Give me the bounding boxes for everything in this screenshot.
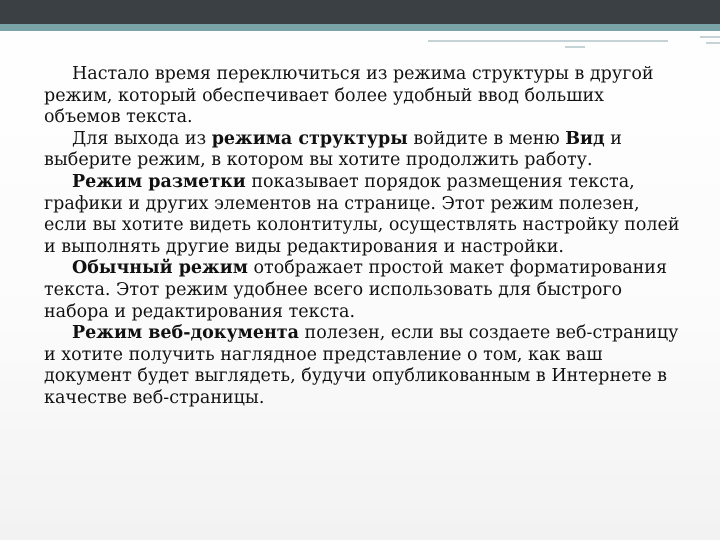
text-segment: Для выхода из: [72, 128, 212, 149]
slide-body-text: [44, 64, 686, 410]
decorative-line: [700, 36, 720, 38]
text-segment: и выберите режим, в котором вы хотите продолжить работу.: [44, 128, 622, 171]
paragraph-web-mode: [44, 323, 686, 409]
paragraph-intro: [44, 64, 686, 129]
term-view-menu: Вид: [565, 128, 605, 149]
decorative-line: [565, 46, 585, 48]
text-segment: Настало время переключиться из режима структуры в другой режим, который обеспечивает более удобный ввод больших объемов текста.: [44, 64, 654, 128]
decorative-line: [706, 42, 720, 44]
term-layout-mode: Режим разметки: [72, 171, 246, 192]
term-normal-mode: Обычный режим: [72, 258, 248, 279]
paragraph-normal-mode: [44, 258, 686, 323]
text-segment: войдите в меню: [407, 128, 566, 149]
text-segment: полезен, если вы создаете веб-страницу и хотите получить наглядное представление о том, как ваш документ будет выглядеть, будучи опубликованным в Интернете в качестве веб-страницы.: [44, 323, 679, 408]
paragraph-exit-outline: [44, 129, 686, 172]
text-segment: отображает простой макет форматирования текста. Этот режим удобнее всего использовать для быстрого набора и редактирования текста.: [44, 258, 667, 322]
header-band: [0, 0, 720, 24]
header-accent-line: [0, 24, 720, 31]
decorative-line: [428, 40, 668, 42]
paragraph-layout-mode: [44, 172, 686, 258]
text-segment: показывает порядок размещения текста, графики и других элементов на странице. Этот режим полезен, если вы хотите видеть колонтитулы, осуществлять настройку полей и выполнять другие виды редактирования и настройки.: [44, 171, 680, 257]
term-web-mode: Режим веб-документа: [72, 323, 299, 344]
term-outline-mode: режима структуры: [211, 128, 408, 149]
